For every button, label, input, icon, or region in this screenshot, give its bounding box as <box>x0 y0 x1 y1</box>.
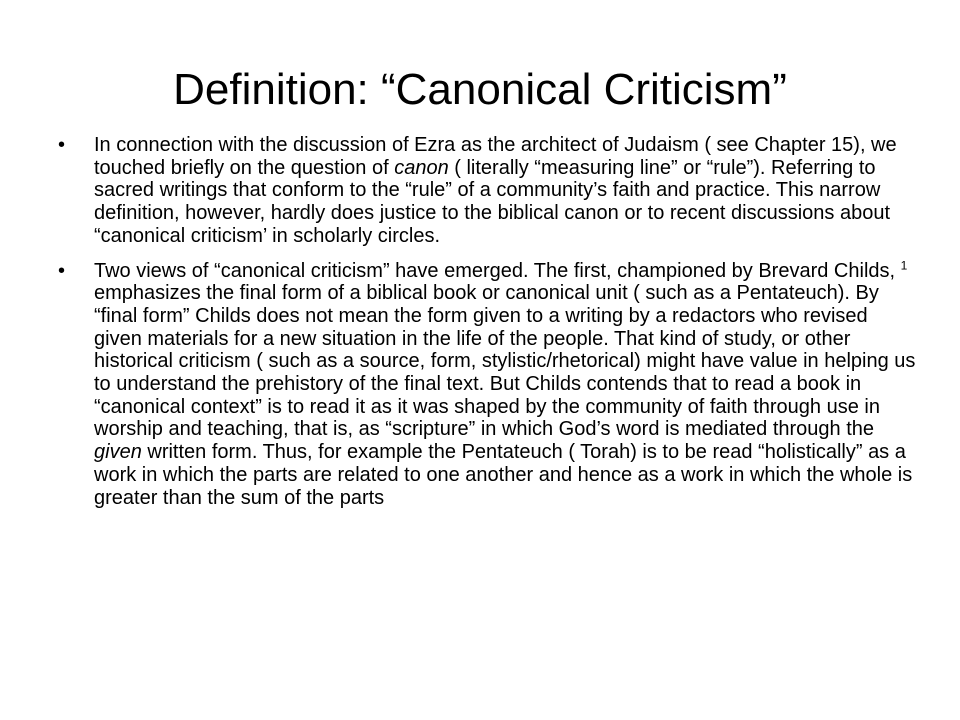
bullet-text <box>94 257 918 510</box>
slide-title: Definition: “Canonical Criticism” <box>173 65 787 114</box>
bullet-text-part: emphasizes the final form of a biblical book or canonical unit ( such as a Pentateuch). By “final form” Childs does not mean the form given to a writing by a redactors who revised given materials for a new situation in the life of the people. That kind of study, or other historical criticism ( such as a source, form, stylistic/rhetorical) might have value in helping us to understand the prehistory of the final text. But Childs contends that to read a book in “canonical context” is to read it as it was shaped by the community of faith through use in worship and teaching, that is, as “scripture” in which God’s word is mediated through the <box>94 282 916 441</box>
bullet-item <box>58 134 918 248</box>
italic-term: canon <box>394 156 449 179</box>
italic-term: given <box>94 441 142 464</box>
bullet-text-part: In connection with the discussion of Ezra as the architect of Judaism ( see Chapter 15), we touched briefly on the question of <box>94 134 897 179</box>
bullet-glyph: • <box>58 259 66 282</box>
bullet-text-part: written form. Thus, for example the Pentateuch ( Torah) is to be read “holistically” as a work in which the parts are related to one another and hence as a work in which the whole is greater than the sum of the parts <box>94 441 913 509</box>
bullet-item <box>58 257 918 510</box>
bullet-glyph: • <box>58 134 66 156</box>
bullet-text-part: ( literally “measuring line” or “rule”). Referring to sacred writings that conform to the “rule” of a community’s faith and practice. This narrow definition, however, hardly does justice to the biblical canon or to recent discussions about “canonical criticism’ in scholarly circles. <box>94 156 891 247</box>
footnote-marker: 1 <box>900 257 908 272</box>
bullet-text-part: Two views of “canonical criticism” have emerged. The first, championed by Brevard Childs, <box>94 259 901 282</box>
slide-body <box>58 134 918 521</box>
bullet-text <box>94 134 918 248</box>
